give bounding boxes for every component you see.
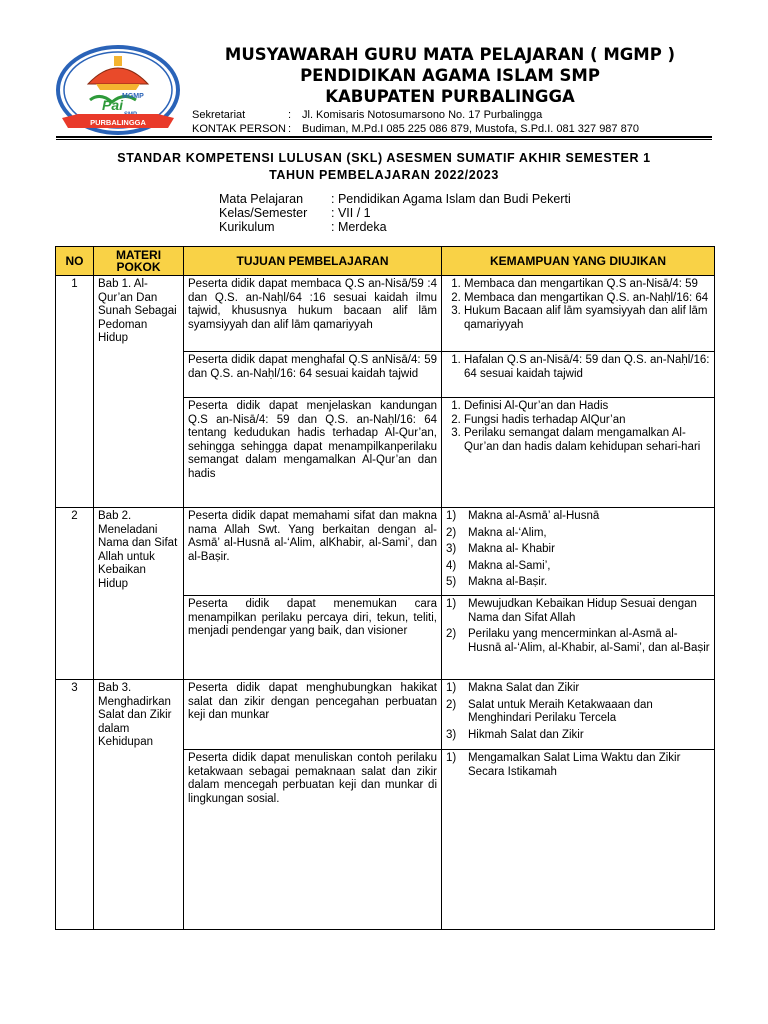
svg-text:MGMP: MGMP bbox=[122, 93, 144, 100]
kemampuan-diujikan bbox=[442, 398, 715, 508]
column-header: MATERI POKOK bbox=[94, 247, 184, 276]
materi-pokok: Bab 2. Meneladani Nama dan Sifat Allah untuk Kebaikan Hidup bbox=[94, 508, 184, 680]
materi-pokok: Bab 3. Menghadirkan Salat dan Zikir dalam Kehidupan bbox=[94, 680, 184, 930]
tujuan-pembelajaran: Peserta didik dapat menjelaskan kandungan Q.S an-Nisā/4: 59 dan Q.S. an-Naḥl/16: 64 tentang kedudukan hadis terhadap Al-Qur’an, sehingga sehingga dapat menampilkanperilaku semangat dalam mengamalkan Al-Qur’an dan hadis bbox=[184, 398, 442, 508]
list-item: 3) Hikmah Salat dan Zikir bbox=[446, 728, 584, 741]
list-item: 1. Hafalan Q.S an-Nisā/4: 59 dan Q.S. an-Naḥl/16: 64 sesuai kaidah tajwid bbox=[464, 354, 710, 381]
kemampuan-diujikan bbox=[442, 352, 715, 398]
row-number: 3 bbox=[56, 680, 94, 930]
list-item: 1) Makna Salat dan Zikir bbox=[446, 682, 580, 694]
tujuan-pembelajaran: Peserta didik dapat menghafal Q.S anNisā/4: 59 dan Q.S. an-Naḥl/16: 64 sesuai kaidah tajwid bbox=[184, 352, 442, 398]
table-header-row bbox=[56, 247, 715, 276]
column-header: TUJUAN PEMBELAJARAN bbox=[184, 247, 442, 276]
table-row bbox=[56, 276, 715, 352]
list-item: 2. Membaca dan mengartikan Q.S. an-Naḥl/16: 64 bbox=[464, 292, 710, 306]
header-rule bbox=[56, 136, 712, 138]
column-header: NO bbox=[56, 247, 94, 276]
list-item: 1. Membaca dan mengartikan Q.S an-Nisā/4: 59 bbox=[464, 278, 710, 292]
list-item: 5) Makna al-Baṣir. bbox=[446, 576, 548, 588]
contact-block bbox=[192, 108, 639, 136]
kemampuan-diujikan bbox=[442, 750, 715, 930]
row-number: 1 bbox=[56, 276, 94, 508]
row-number: 2 bbox=[56, 508, 94, 680]
list-item: 2) Makna al-‘Alim, bbox=[446, 526, 547, 539]
tujuan-pembelajaran: Peserta didik dapat menuliskan contoh perilaku ketakwaan sebagai pemaknaan salat dan zikir dalam mencegah perbuatan keji dan munkar di lingkungan sosial. bbox=[184, 750, 442, 930]
skl-table bbox=[55, 246, 715, 930]
org-line-1: MUSYAWARAH GURU MATA PELAJARAN ( MGMP ) bbox=[224, 45, 676, 64]
kemampuan-diujikan bbox=[442, 276, 715, 352]
materi-pokok: Bab 1. Al-Qur’an Dan Sunah Sebagai Pedoman Hidup bbox=[94, 276, 184, 508]
kemampuan-diujikan bbox=[442, 508, 715, 596]
organization-name bbox=[190, 44, 710, 107]
column-header: KEMAMPUAN YANG DIUJIKAN bbox=[442, 247, 715, 276]
mgmp-pai-logo bbox=[56, 44, 180, 136]
list-item: 1. Definisi Al-Qur’an dan Hadis bbox=[464, 400, 710, 414]
tujuan-pembelajaran: Peserta didik dapat memahami sifat dan makna nama Allah Swt. Yang berkaitan dengan al-Asmā’ al-Husnā al-‘Alim, alKhabir, al-Sami’, dan al-Baṣir. bbox=[184, 508, 442, 596]
list-item: 3) Makna al- Khabir bbox=[446, 543, 555, 555]
contact-row: KONTAK PERSON : Budiman, M.Pd.I 085 225 086 879, Mustofa, S.Pd.I. 081 327 987 870 bbox=[192, 123, 639, 135]
contact-row: Sekretariat : Jl. Komisaris Notosumarsono No. 17 Purbalingga bbox=[192, 109, 543, 121]
list-item: 1) Mewujudkan Kebaikan Hidup Sesuai dengan Nama dan Sifat Allah bbox=[446, 598, 697, 624]
org-line-2: PENDIDIKAN AGAMA ISLAM SMP bbox=[300, 66, 600, 85]
kemampuan-diujikan bbox=[442, 680, 715, 750]
subject-meta: Mata Pelajaran : Pendidikan Agama Islam dan Budi Pekerti Kelas/Semester : VII / 1 Kurikulum : Merdeka bbox=[219, 192, 571, 234]
tujuan-pembelajaran: Peserta didik dapat membaca Q.S an-Nisā/59 :4 dan Q.S. an-Naḥl/64 :16 sesuai kaidah ilmu tajwid, khususnya hukum bacaan alif lām syamsiyyah dan alif lām qamariyyah bbox=[184, 276, 442, 352]
kemampuan-diujikan bbox=[442, 596, 715, 680]
svg-text:PURBALINGGA: PURBALINGGA bbox=[90, 118, 146, 127]
org-line-3: KABUPATEN PURBALINGGA bbox=[325, 87, 575, 106]
list-item: 2) Salat untuk Meraih Ketakwaaan dan Menghindari Perilaku Tercela bbox=[446, 698, 653, 724]
list-item: 3. Hukum Bacaan alif lām syamsiyyah dan alif lām qamariyyah bbox=[464, 305, 710, 332]
document-title: STANDAR KOMPETENSI LULUSAN (SKL) ASESMEN SUMATIF AKHIR SEMESTER 1 TAHUN PEMBELAJARAN 2022/2023 bbox=[117, 151, 651, 182]
table-row bbox=[56, 508, 715, 596]
list-item: 4) Makna al-Sami’, bbox=[446, 559, 551, 572]
list-item: 1) Makna al-Asmā’ al-Husnā bbox=[446, 510, 600, 522]
list-item: 1) Mengamalkan Salat Lima Waktu dan Zikir Secara Istikamah bbox=[446, 752, 681, 778]
header-rule-thin bbox=[56, 139, 712, 140]
tujuan-pembelajaran: Peserta didik dapat menemukan cara menampilkan perilaku percaya diri, tekun, teliti, menjadi pendengar yang baik, dan visioner bbox=[184, 596, 442, 680]
svg-text:Pai: Pai bbox=[102, 97, 124, 113]
list-item: 2) Perilaku yang mencerminkan al-Asmā al-Husnā al-‘Alim, al-Khabir, al-Sami’, dan al-Baṣir bbox=[446, 628, 710, 654]
tujuan-pembelajaran: Peserta didik dapat menghubungkan hakikat salat dan zikir dengan pencegahan perbuatan keji dan munkar bbox=[184, 680, 442, 750]
table-row bbox=[56, 680, 715, 750]
list-item: 3. Perilaku semangat dalam mengamalkan Al-Qur’an dan hadis dalam kehidupan sehari-hari bbox=[464, 427, 710, 454]
list-item: 2. Fungsi hadis terhadap AlQur’an bbox=[464, 414, 710, 428]
